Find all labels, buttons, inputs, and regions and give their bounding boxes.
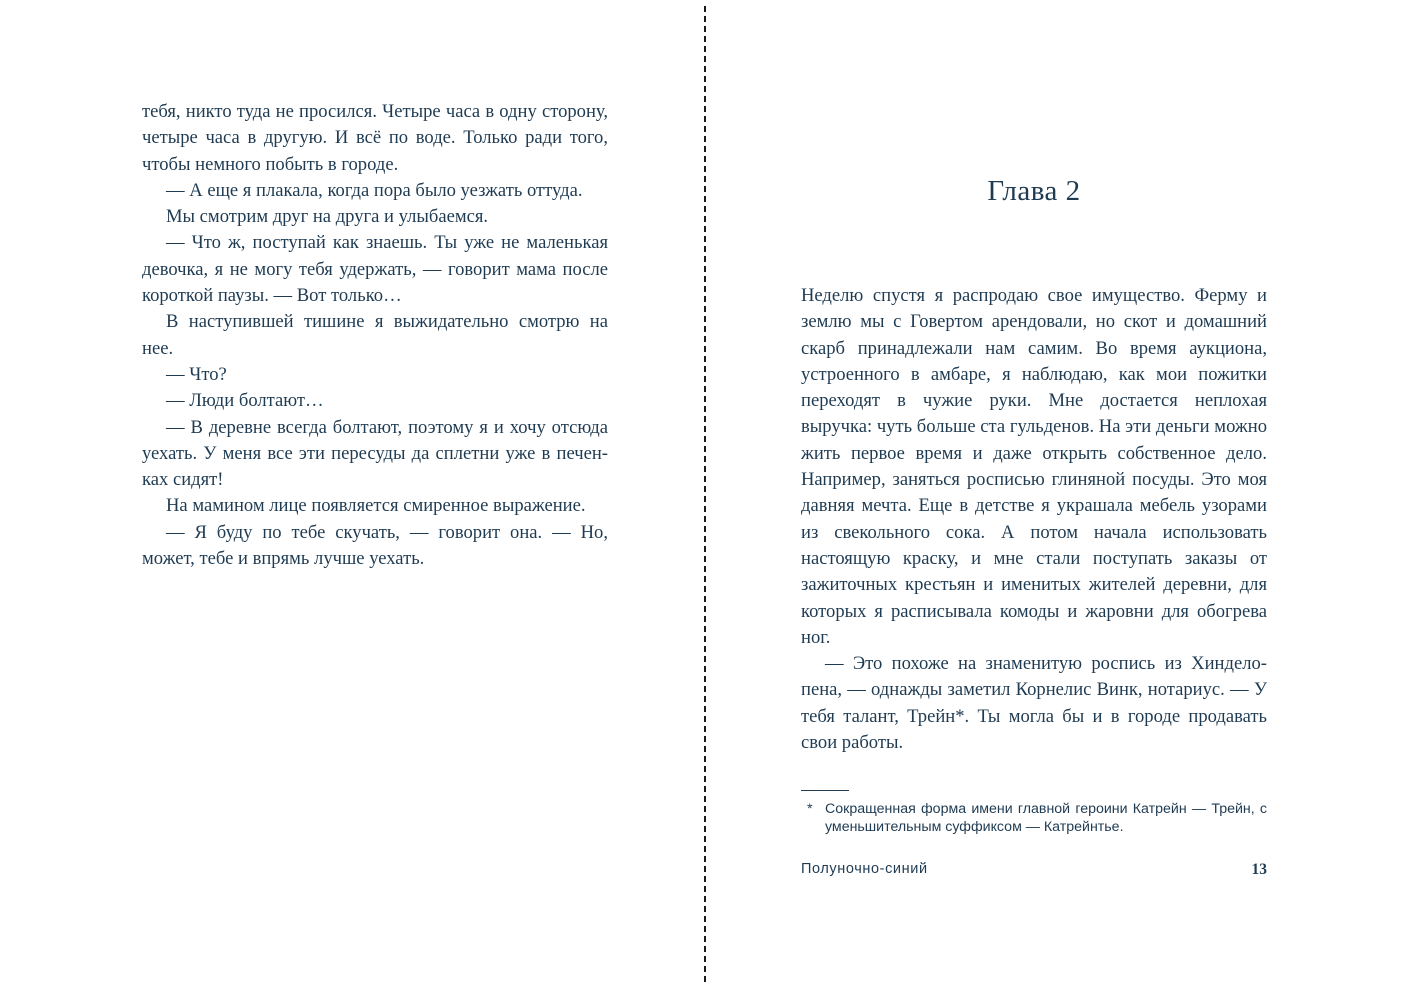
paragraph: В наступившей тишине я выжидательно смотрю на нее. [142, 311, 608, 359]
paragraph: Мы смотрим друг на друга и улыбаемся. [166, 206, 489, 228]
footnote-marker: * [807, 801, 813, 817]
paragraph: Неделю спустя я распродаю свое имущество. Ферму и землю мы с Говертом арендовали, но скот и домашний скарб принадлежали нам самим. Во время аукциона, устроенного в амбаре, я наблюдаю, как мои пожитки переходят в чужие руки. Мне достается неплохая выручка: чуть больше ста гульденов. На эти деньги можно жить первое время и даже открыть собственное дело. Например, заняться росписью глиняной посуды. Это моя давняя мечта. Еще в детстве я украшала мебель узорами из свекольного сока. А потом начала использовать настоящую краску, и мне стали поступать заказы от зажиточных крестьян и именитых жителей деревни, для которых я расписывала комоды и жаровни для обогрева ног. [801, 285, 1267, 648]
paragraph: — В деревне всегда болтают, поэтому я и хочу отсюда уехать. У меня все эти пересуды да сплетни уже в печенках сидят! [142, 416, 608, 491]
spread-divider [704, 6, 706, 982]
left-page-text [142, 99, 608, 572]
right-page-text [801, 283, 1267, 756]
paragraph: — А еще я плакала, когда пора было уезжать оттуда. [166, 179, 583, 201]
paragraph: — Я буду по тебе скучать, — говорит она. — Но, может, тебе и впрямь лучше уехать. [142, 521, 608, 570]
paragraph: — Что? [166, 363, 227, 385]
paragraph: тебя, никто туда не просился. Четыре часа в одну сторону, четыре часа в другую. И всё по воде. Только ради того, чтобы немного побыть в городе. [142, 101, 608, 175]
paragraph: — Люди болтают… [166, 390, 324, 412]
chapter-title: Глава 2 [987, 175, 1081, 207]
footnote-rule [801, 790, 849, 791]
footnote [801, 800, 1267, 836]
paragraph: На мамином лице появляется смиренное выражение. [166, 495, 586, 517]
page-number: 13 [1251, 861, 1267, 878]
footnote-text: Сокращенная форма имени главной героини Катрейн — Трейн, с уменьшительным суффиксом — Катрейнтье. [825, 801, 1267, 835]
running-title: Полуночно-синий [801, 861, 928, 877]
paragraph: — Что ж, поступай как знаешь. Ты уже не маленькая девочка, я не могу тебя удержать, — говорит мама после короткой паузы. — Вот только… [142, 232, 608, 307]
running-footer [801, 861, 1267, 883]
paragraph: — Это похоже на знаменитую роспись из Хинделопена, — однажды заметил Корнелис Винк, нотариус. — У тебя талант, Трейн*. Ты могла бы и в городе продавать свои работы. [801, 653, 1267, 754]
